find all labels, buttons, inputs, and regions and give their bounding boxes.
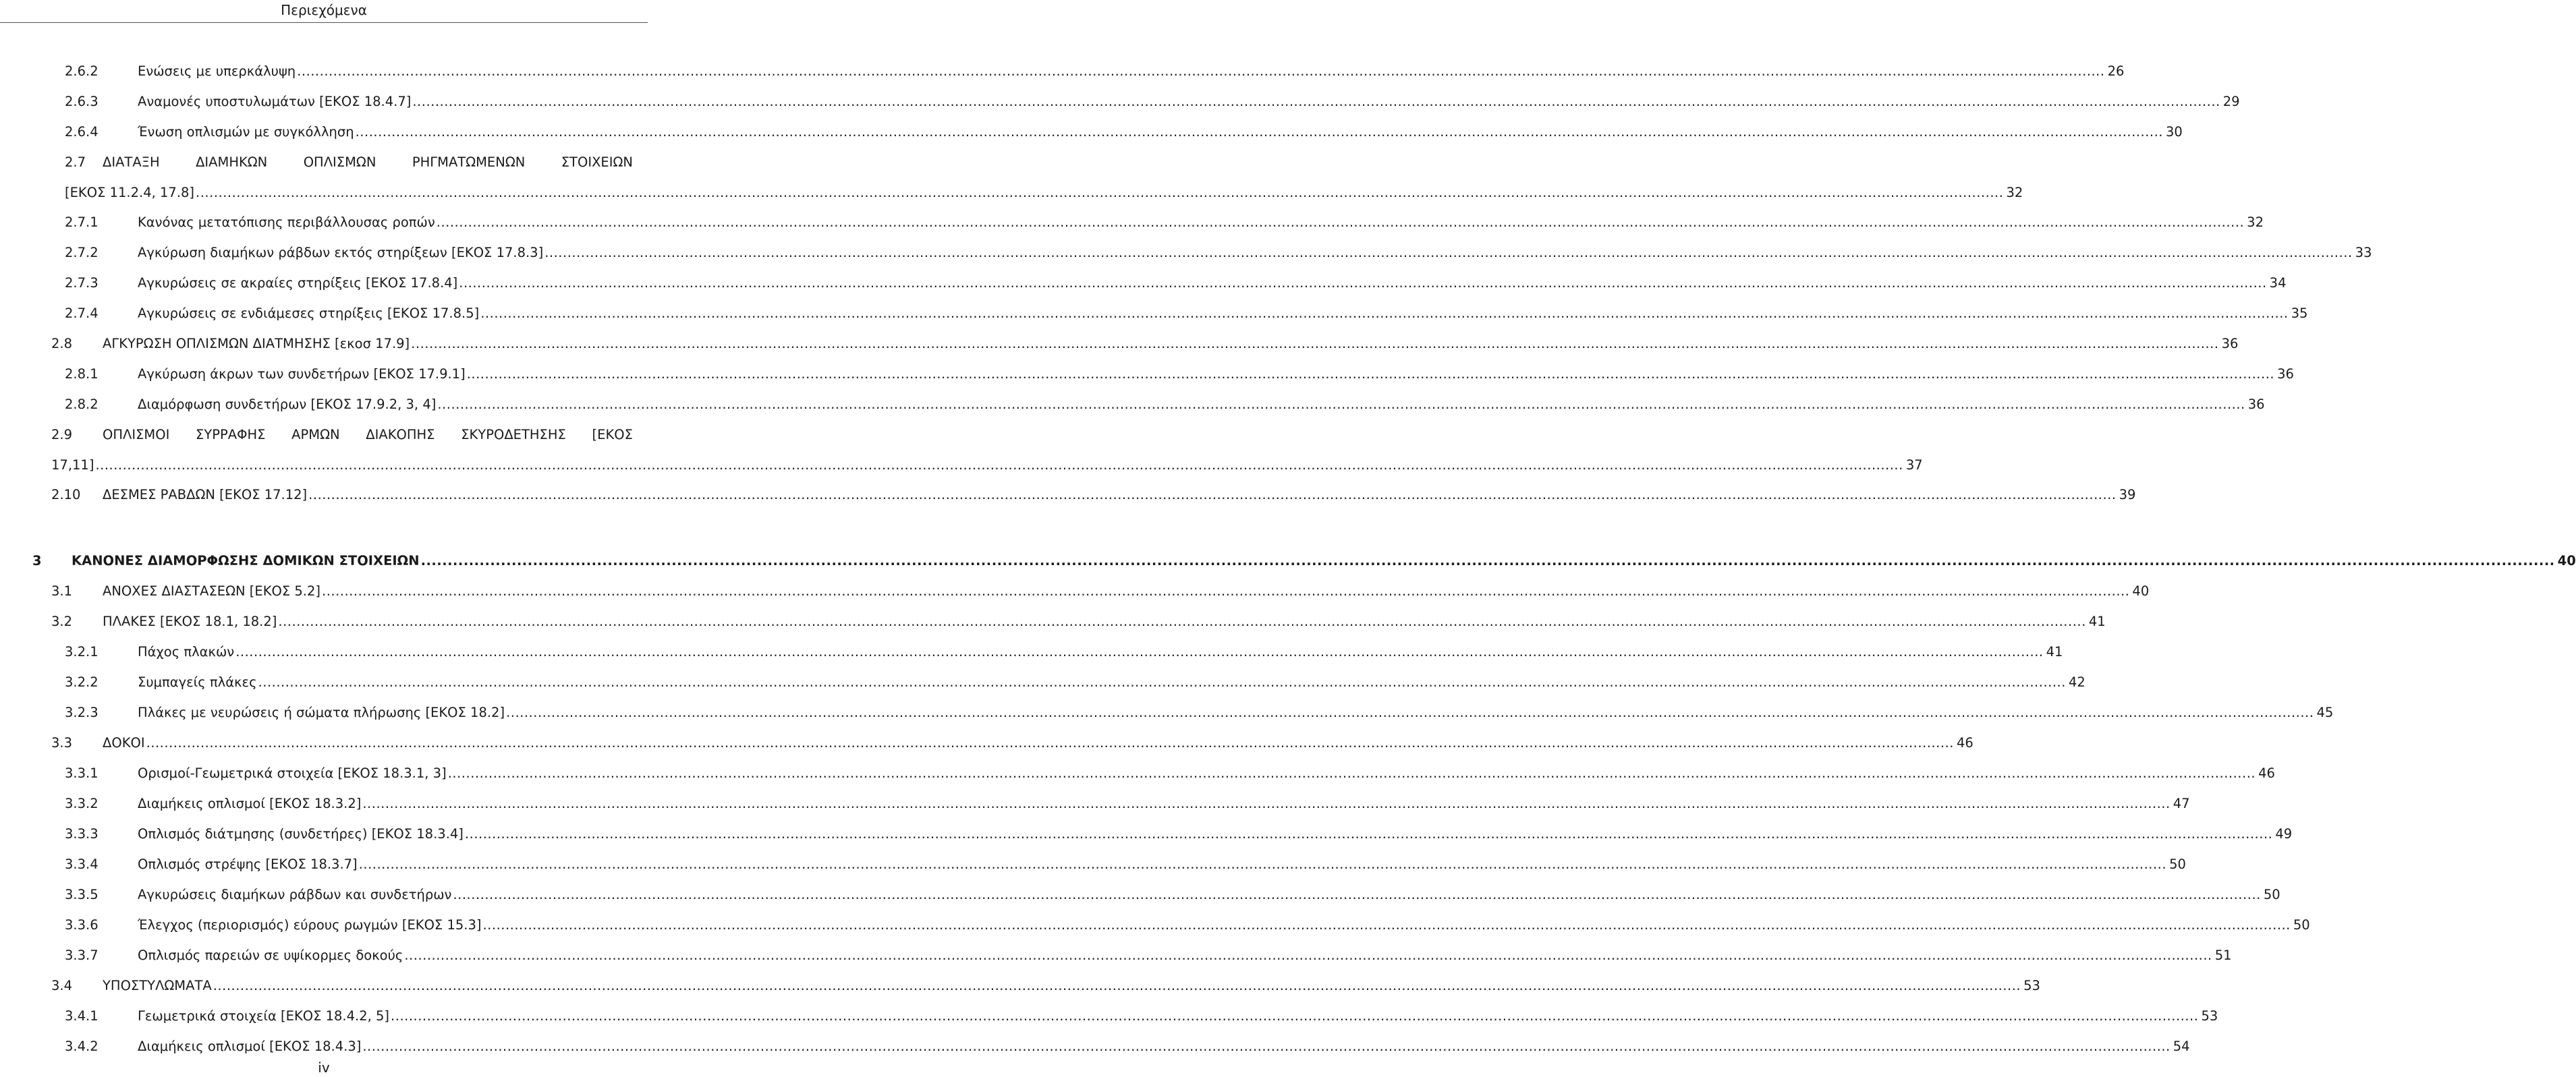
toc-entry-page: 50 bbox=[2169, 856, 2186, 872]
toc-entry-title: ΠΛΑΚΕΣ [ΕΚΟΣ 18.1, 18.2] bbox=[103, 614, 277, 629]
toc-entry-text bbox=[138, 941, 2232, 970]
toc-entry-title: ΥΠΟΣΤΥΛΩΜΑΤΑ bbox=[103, 978, 212, 993]
toc-entry-page: 51 bbox=[2214, 948, 2232, 963]
toc-entry-number: 3.3.5 bbox=[65, 887, 99, 902]
toc-entry-title-line bbox=[103, 148, 633, 177]
toc-entry-text bbox=[103, 607, 2106, 637]
toc-entry-title: Διαμόρφωση συνδετήρων [ΕΚΟΣ 17.9.2, 3, 4] bbox=[138, 397, 437, 412]
toc-entry-page: 36 bbox=[2247, 397, 2265, 412]
toc-entry-text bbox=[103, 971, 2040, 1001]
toc-entry-page: 41 bbox=[2088, 614, 2106, 629]
toc-entry-number: 3.4.1 bbox=[65, 1008, 99, 1024]
toc-entry-page: 46 bbox=[1956, 735, 1973, 751]
toc-entry-text bbox=[138, 850, 2186, 879]
toc-entry-number: 2.6.4 bbox=[65, 124, 99, 140]
toc-entry-text bbox=[138, 668, 2085, 697]
toc-entry-title: Αγκυρώσεις διαμήκων ράβδων και συνδετήρων bbox=[138, 887, 452, 902]
toc-entry[interactable] bbox=[0, 850, 2186, 879]
toc-entry-title: Έλεγχος (περιορισμός) εύρους ρωγμών [ΕΚΟΣ 15.3] bbox=[138, 917, 482, 933]
toc-entry-title-word: [ΕΚΟΣ bbox=[592, 427, 633, 442]
toc-entry-title: ΔΟΚΟΙ bbox=[103, 735, 145, 751]
dot-leader: ................................................................................................................................................................................................................................................................................................................................................................................................................ bbox=[459, 275, 2267, 291]
toc-entry-title: Γεωμετρικά στοιχεία [ΕΚΟΣ 18.4.2, 5] bbox=[138, 1008, 390, 1024]
toc-entry-title: Διαμήκεις οπλισμοί [ΕΚΟΣ 18.3.2] bbox=[138, 796, 362, 811]
dot-leader: ................................................................................................................................................................................................................................................................................................................................................................................................................ bbox=[95, 457, 1903, 473]
toc-entry-title: Οπλισμός διάτμησης (συνδετήρες) [ΕΚΟΣ 18.3.4] bbox=[138, 826, 464, 842]
toc-entry-text bbox=[138, 910, 2310, 940]
toc-entry-page: 26 bbox=[2107, 63, 2125, 79]
toc-entry-number: 3.3.2 bbox=[65, 796, 99, 811]
toc-entry-text bbox=[138, 359, 2294, 389]
footer-page-number: iv bbox=[318, 1059, 330, 1076]
toc-entry-number: 2.7 bbox=[65, 154, 86, 170]
toc-entry-page: 41 bbox=[2046, 644, 2063, 660]
toc-entry-text bbox=[138, 238, 2372, 268]
toc-entry-text bbox=[51, 450, 1923, 480]
toc-entry-page: 37 bbox=[1905, 457, 1923, 473]
toc-entry-page: 32 bbox=[2006, 185, 2023, 200]
toc-entry-page: 36 bbox=[2221, 336, 2239, 351]
toc-entry[interactable] bbox=[0, 698, 2334, 728]
toc-entry-text bbox=[138, 208, 2264, 237]
toc-entry-number: 3.2.3 bbox=[65, 705, 99, 720]
dot-leader: ................................................................................................................................................................................................................................................................................................................................................................................................................ bbox=[544, 245, 2353, 260]
toc-entry-page: 40 bbox=[2132, 583, 2150, 599]
toc-entry-page: 53 bbox=[2201, 1008, 2218, 1024]
toc-entry-number: 3.3.4 bbox=[65, 856, 99, 872]
toc-entry[interactable] bbox=[0, 178, 2023, 208]
toc-entry-text bbox=[138, 1001, 2218, 1031]
toc-entry-line[interactable] bbox=[0, 148, 648, 177]
toc-entry-page: 36 bbox=[2277, 366, 2294, 382]
toc-entry-title: Αναμονές υποστυλωμάτων [ΕΚΟΣ 18.4.7] bbox=[138, 94, 412, 109]
toc-entry-number: 2.7.4 bbox=[65, 305, 99, 321]
toc-entry-number: 2.10 bbox=[51, 487, 81, 502]
toc-entry-title: ΑΝΟΧΕΣ ΔΙΑΣΤΑΣΕΩΝ [ΕΚΟΣ 5.2] bbox=[103, 583, 321, 599]
toc-entry-number: 2.6.3 bbox=[65, 94, 99, 109]
toc-entry-number: 3.4.2 bbox=[65, 1039, 99, 1054]
dot-leader: ................................................................................................................................................................................................................................................................................................................................................................................................................ bbox=[308, 487, 2117, 502]
toc-entry-title-word: ΟΠΛΙΣΜΩΝ bbox=[303, 154, 376, 170]
toc-entry[interactable] bbox=[0, 1001, 2218, 1031]
toc-entry-text bbox=[138, 698, 2334, 728]
toc-entry-page: 45 bbox=[2316, 705, 2334, 720]
toc-entry-page: 29 bbox=[2222, 94, 2240, 109]
toc-entry-number: 3.3 bbox=[51, 735, 73, 751]
dot-leader: ................................................................................................................................................................................................................................................................................................................................................................................................................ bbox=[322, 583, 2130, 599]
toc-entry-text bbox=[103, 728, 1973, 758]
dot-leader: ................................................................................................................................................................................................................................................................................................................................................................................................................ bbox=[412, 94, 2220, 109]
toc-entry-page: 50 bbox=[2263, 887, 2280, 902]
toc-entry-text bbox=[138, 759, 2275, 788]
toc-entry[interactable] bbox=[0, 577, 2150, 606]
toc-entry-page: 53 bbox=[2023, 978, 2040, 993]
dot-leader: ................................................................................................................................................................................................................................................................................................................................................................................................................ bbox=[355, 124, 2163, 140]
toc-entry-title: Ένωση οπλισμών με συγκόλληση bbox=[138, 124, 354, 140]
toc-entry-number: 2.8 bbox=[51, 336, 73, 351]
toc-entry-text bbox=[138, 390, 2265, 419]
toc-entry-page: 34 bbox=[2269, 275, 2287, 291]
toc-entry-number: 3.1 bbox=[51, 583, 73, 599]
dot-leader: ................................................................................................................................................................................................................................................................................................................................................................................................................ bbox=[146, 735, 1954, 751]
toc-entry-number: 3.3.1 bbox=[65, 765, 99, 781]
dot-leader: ................................................................................................................................................................................................................................................................................................................................................................................................................ bbox=[480, 305, 2289, 321]
toc-entry-page: 46 bbox=[2258, 765, 2275, 781]
toc-entry[interactable] bbox=[0, 208, 2264, 237]
toc-entry-text bbox=[138, 57, 2125, 86]
toc-entry[interactable] bbox=[0, 238, 2372, 268]
toc-entry-page: 42 bbox=[2068, 674, 2085, 690]
toc-entry[interactable] bbox=[0, 480, 2136, 510]
dot-leader: ................................................................................................................................................................................................................................................................................................................................................................................................................ bbox=[464, 826, 2273, 842]
toc-entry-page: 54 bbox=[2173, 1039, 2190, 1054]
toc-entry-number: 3.2.1 bbox=[65, 644, 99, 660]
toc-entry-text bbox=[138, 789, 2190, 819]
toc-entry[interactable] bbox=[0, 268, 2287, 298]
toc-entry-title-word: ΟΠΛΙΣΜΟΙ bbox=[103, 427, 170, 442]
toc-entry[interactable] bbox=[0, 329, 2239, 359]
toc-entry-number: 2.8.2 bbox=[65, 397, 99, 412]
dot-leader: ................................................................................................................................................................................................................................................................................................................................................................................................................ bbox=[235, 644, 2044, 660]
toc-entry-text bbox=[138, 117, 2183, 147]
toc-entry-text bbox=[103, 329, 2239, 359]
toc-entry-text bbox=[65, 178, 2023, 208]
toc-entry[interactable] bbox=[0, 390, 2265, 419]
toc-entry-number: 2.9 bbox=[51, 427, 73, 442]
toc-entry[interactable] bbox=[0, 910, 2310, 940]
toc-entry[interactable] bbox=[0, 971, 2040, 1001]
toc-entry-page: 39 bbox=[2119, 487, 2136, 502]
dot-leader: ................................................................................................................................................................................................................................................................................................................................................................................................................ bbox=[466, 366, 2275, 382]
dot-leader: ................................................................................................................................................................................................................................................................................................................................................................................................................ bbox=[213, 978, 2021, 993]
toc-entry[interactable] bbox=[0, 450, 1923, 480]
toc-entry-number: 3.3.3 bbox=[65, 826, 99, 842]
toc-entry[interactable] bbox=[0, 607, 2106, 637]
toc-entry-number: 3 bbox=[32, 553, 42, 569]
toc-entry-number: 2.8.1 bbox=[65, 366, 99, 382]
toc-entry-title-word: ΡΗΓΜΑΤΩΜΕΝΩΝ bbox=[412, 154, 526, 170]
dot-leader: ................................................................................................................................................................................................................................................................................................................................................................................................................ bbox=[482, 917, 2291, 933]
header-title: Περιεχόμενα bbox=[281, 2, 367, 18]
toc-entry-number: 2.7.1 bbox=[65, 214, 99, 230]
toc-entry-text bbox=[138, 299, 2308, 328]
toc-entry-text bbox=[138, 637, 2063, 667]
toc-entry-title: [ΕΚΟΣ 11.2.4, 17.8] bbox=[65, 185, 195, 200]
dot-leader: ................................................................................................................................................................................................................................................................................................................................................................................................................ bbox=[358, 856, 2167, 872]
toc-entry-title-line bbox=[103, 420, 633, 450]
page-header bbox=[0, 0, 648, 23]
toc-entry-number: 3.3.7 bbox=[65, 948, 99, 963]
toc-entry-title: Αγκύρωση διαμήκων ράβδων εκτός στηρίξεων [ΕΚΟΣ 17.8.3] bbox=[138, 245, 544, 260]
toc-entry[interactable] bbox=[0, 359, 2294, 389]
dot-leader: ................................................................................................................................................................................................................................................................................................................................................................................................................ bbox=[453, 887, 2261, 902]
toc-entry[interactable] bbox=[0, 941, 2232, 970]
header-rule bbox=[0, 22, 648, 23]
toc-entry[interactable] bbox=[0, 668, 2085, 697]
toc-entry-title-word: ΣΥΡΡΑΦΗΣ bbox=[196, 427, 266, 442]
toc-entry-number: 2.7.3 bbox=[65, 275, 99, 291]
toc-entry[interactable] bbox=[0, 789, 2190, 819]
toc-entry-number: 2.7.2 bbox=[65, 245, 99, 260]
toc-entry-title: 17,11] bbox=[51, 457, 94, 473]
toc-entry-title: Διαμήκεις οπλισμοί [ΕΚΟΣ 18.4.3] bbox=[138, 1039, 362, 1054]
toc-entry-title-word: ΑΡΜΩΝ bbox=[291, 427, 340, 442]
toc-entry-title: Ορισμοί-Γεωμετρικά στοιχεία [ΕΚΟΣ 18.3.1, 3] bbox=[138, 765, 447, 781]
toc-entry-text bbox=[103, 577, 2150, 606]
toc-entry-title: Αγκυρώσεις σε ακραίες στηρίξεις [ΕΚΟΣ 17.8.4] bbox=[138, 275, 458, 291]
toc-entry-text bbox=[138, 87, 2240, 117]
toc-entry[interactable] bbox=[0, 299, 2308, 328]
toc-entry-number: 3.2.2 bbox=[65, 674, 99, 690]
dot-leader: ................................................................................................................................................................................................................................................................................................................................................................................................................ bbox=[258, 674, 2066, 690]
toc-entry-number: 3.2 bbox=[51, 614, 73, 629]
toc-entry-title-word: ΣΚΥΡΟΔΕΤΗΣΗΣ bbox=[461, 427, 566, 442]
toc-entry[interactable] bbox=[0, 57, 2125, 86]
dot-leader: ................................................................................................................................................................................................................................................................................................................................................................................................................ bbox=[506, 705, 2314, 720]
toc-entry-page: 49 bbox=[2275, 826, 2293, 842]
dot-leader: ................................................................................................................................................................................................................................................................................................................................................................................................................ bbox=[411, 336, 2219, 351]
toc-entry-title: Οπλισμός στρέψης [ΕΚΟΣ 18.3.7] bbox=[138, 856, 358, 872]
toc-entry-text bbox=[138, 268, 2287, 298]
page-footer bbox=[0, 1059, 648, 1076]
dot-leader: ................................................................................................................................................................................................................................................................................................................................................................................................................ bbox=[278, 614, 2086, 629]
toc-entry-page: 40 bbox=[2557, 553, 2576, 569]
toc-entry[interactable] bbox=[0, 546, 2576, 576]
toc-entry-title-word: ΔΙΑΚΟΠΗΣ bbox=[366, 427, 435, 442]
toc-entry-line[interactable] bbox=[0, 420, 648, 450]
toc-entry-number: 2.6.2 bbox=[65, 63, 99, 79]
dot-leader: ................................................................................................................................................................................................................................................................................................................................................................................................................ bbox=[447, 765, 2256, 781]
toc-entry-title: ΚΑΝΟΝΕΣ ΔΙΑΜΟΡΦΩΣΗΣ ΔΟΜΙΚΩΝ ΣΤΟΙΧΕΙΩΝ bbox=[72, 553, 420, 569]
toc-entry[interactable] bbox=[0, 880, 2280, 910]
toc-entry-title: Κανόνας μετατόπισης περιβάλλουσας ροπών bbox=[138, 214, 435, 230]
toc-entry-title-word: ΔΙΑΜΗΚΩΝ bbox=[196, 154, 268, 170]
toc-entry-page: 33 bbox=[2355, 245, 2372, 260]
toc-entry-title-word: ΔΙΑΤΑΞΗ bbox=[103, 154, 160, 170]
dot-leader: ................................................................................................................................................................................................................................................................................................................................................................................................................ bbox=[391, 1008, 2199, 1024]
toc-entry-text bbox=[138, 1032, 2190, 1061]
toc-entry-title-word: ΣΤΟΙΧΕΙΩΝ bbox=[561, 154, 633, 170]
toc-entry-title: Ενώσεις με υπερκάλυψη bbox=[138, 63, 296, 79]
toc-entry-title: Πάχος πλακών bbox=[138, 644, 235, 660]
toc-entry[interactable] bbox=[0, 637, 2063, 667]
toc-entry-text bbox=[138, 880, 2280, 910]
toc-entry-page: 30 bbox=[2166, 124, 2183, 140]
toc-entry-title: Αγκυρώσεις σε ενδιάμεσες στηρίξεις [ΕΚΟΣ 17.8.5] bbox=[138, 305, 480, 321]
toc-entry[interactable] bbox=[0, 728, 1973, 758]
toc-entry[interactable] bbox=[0, 87, 2240, 117]
toc-entry-text bbox=[103, 480, 2136, 510]
toc-entry[interactable] bbox=[0, 759, 2275, 788]
toc-entry-number: 3.4 bbox=[51, 978, 73, 993]
toc-entry-title: Οπλισμός παρειών σε υψίκορμες δοκούς bbox=[138, 948, 403, 963]
dot-leader: ................................................................................................................................................................................................................................................................................................................................................................................................................ bbox=[362, 1039, 2171, 1054]
toc-entry-page: 50 bbox=[2293, 917, 2310, 933]
toc-entry-title: ΔΕΣΜΕΣ ΡΑΒΔΩΝ [ΕΚΟΣ 17.12] bbox=[103, 487, 308, 502]
toc-entry-page: 35 bbox=[2291, 305, 2308, 321]
toc-entry-text bbox=[138, 819, 2293, 849]
toc-entry-number: 3.3.6 bbox=[65, 917, 99, 933]
toc-entry[interactable] bbox=[0, 819, 2293, 849]
dot-leader: ................................................................................................................................................................................................................................................................................................................................................................................................................ bbox=[362, 796, 2171, 811]
toc-entry-title: Πλάκες με νευρώσεις ή σώματα πλήρωσης [ΕΚΟΣ 18.2] bbox=[138, 705, 505, 720]
dot-leader: ................................................................................................................................................................................................................................................................................................................................................................................................................ bbox=[404, 948, 2212, 963]
toc-entry-text bbox=[72, 546, 2576, 576]
toc-entry[interactable] bbox=[0, 117, 2183, 147]
toc-entry-title: ΑΓΚΥΡΩΣΗ ΟΠΛΙΣΜΩΝ ΔΙΑΤΜΗΣΗΣ [εκοσ 17.9] bbox=[103, 336, 410, 351]
dot-leader: ................................................................................................................................................................................................................................................................................................................................................................................................................ bbox=[420, 553, 2555, 569]
toc-entry-page: 47 bbox=[2173, 796, 2190, 811]
toc-entry-page: 32 bbox=[2247, 214, 2264, 230]
dot-leader: ................................................................................................................................................................................................................................................................................................................................................................................................................ bbox=[297, 63, 2105, 79]
toc-entry-title: Συμπαγείς πλάκες bbox=[138, 674, 257, 690]
toc-entry[interactable] bbox=[0, 1032, 2190, 1061]
toc-entry-title: Αγκύρωση άκρων των συνδετήρων [ΕΚΟΣ 17.9.1] bbox=[138, 366, 466, 382]
dot-leader: ................................................................................................................................................................................................................................................................................................................................................................................................................ bbox=[437, 397, 2245, 412]
dot-leader: ................................................................................................................................................................................................................................................................................................................................................................................................................ bbox=[436, 214, 2245, 230]
dot-leader: ................................................................................................................................................................................................................................................................................................................................................................................................................ bbox=[196, 185, 2004, 200]
